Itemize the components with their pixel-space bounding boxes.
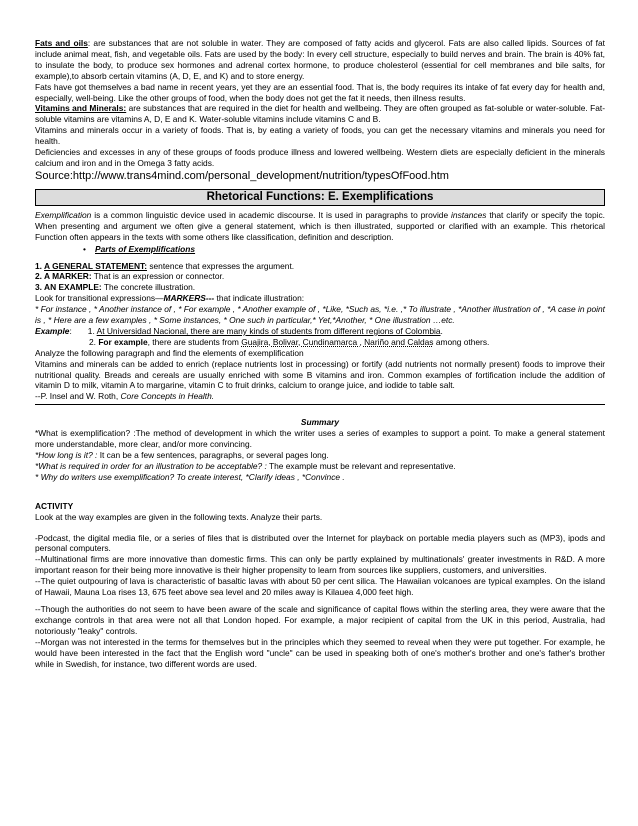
deficiencies-paragraph: Deficiencies and excesses in any of these groups of foods produce illness and lowered wellbeing. Western diets are especially deficient in the minerals calcium and iron and in the Omega 3 fatty acids. (35, 147, 605, 168)
example-one-text: At Universidad Nacional, there are many kinds of students from different regions of Colombia (96, 325, 441, 336)
summary-q2: *How long is it? : It can be a few sentences, paragraphs, or several pages long. (35, 450, 329, 460)
vitamins-occur-paragraph: Vitamins and minerals occur in a variety of foods. That is, by eating a variety of foods, you can get the necessary vitamins and minerals you need for health. (35, 125, 605, 147)
divider (35, 404, 605, 405)
markers-label: MARKERS--- (163, 293, 215, 304)
vitamins-term: Vitamins and Minerals: (35, 103, 127, 114)
fats-bad-name-paragraph: Fats have got themselves a bad name in recent years, yet they are an essential food. That is, the body requires its intake of fat every day for health and, especially, well-being. Like the other groups of food, when the body does not get the fat it needs, then illness results. (35, 81, 605, 103)
vitamins-paragraph (35, 103, 605, 125)
activity-multinational: --Multinational firms are more innovative than domestic firms. This can only be partly explained by multinationals' greater investments in R&D. A more important reason for their being more innovative is their higher propensity to learn from sources like suppliers, customers, and universities. (35, 554, 605, 576)
citation: --P. Insel and W. Roth, Core Concepts in Health. (35, 391, 215, 402)
parts-bullet (35, 244, 605, 255)
activity-lead: Look at the way examples are given in the following texts. Analyze their parts. (35, 511, 323, 522)
activity-lava: --The quiet outpouring of lava is characteristic of basaltic lavas with about 50 per cent silica. The Hawaiian volcanoes are typical examples. On the island of Hawaii, Mauna Loa rises 13, 675 feet above sea level and 20 miles away is Kilauea 4,000 feet high. (35, 576, 605, 598)
example-two-marker: For example (98, 336, 148, 347)
intro-term: Exemplification (35, 209, 92, 220)
document-page (35, 38, 605, 669)
intro-paragraph (35, 210, 605, 243)
activity-capital: --Though the authorities do not seem to have been aware of the scale and significance of capital flows within the sterling area, they were aware that the exchange controls in that area were not all that London hoped. For example, a major recipient of capital from the UK in this period, Australia, had notoriously "leaky" controls. (35, 603, 605, 636)
vitamins-text: are substances that are required in the diet for health and wellbeing. They are often grouped as fat-soluble or water-soluble. Fat-soluble vitamins are vitamins A, D, E and K. Water-soluble vitamins include vitamins C and B. (35, 103, 605, 125)
fats-paragraph (35, 38, 605, 82)
activity-title: ACTIVITY (35, 500, 74, 511)
activity-podcast: -Podcast, the digital media file, or a series of files that is distributed over the Internet for playback on portable media players such as (MP3), ipods and personal computers. (35, 532, 605, 554)
summary-q1: *What is exemplification? :The method of development in which the writer uses a series of examples to support a point. To make a general statement more understandable, more clear, and/or more convincing. (35, 428, 606, 450)
bullet-icon: • (83, 243, 86, 254)
summary-title: Summary (300, 417, 340, 428)
citation-title: Core Concepts in Health. (120, 391, 215, 402)
intro-instances: instances (451, 209, 487, 220)
intro-part2: that clarify or specify the topic. When presenting and argument we often give a general statement, which is then illustrated, supported or clarified with an example. This rhetorical Function often appears in the texts with some others like classification, definition and description. (35, 209, 605, 242)
markers-lead: Look for transitional expressions—MARKERS--- that indicate illustration: (35, 293, 305, 304)
part-label: A GENERAL STATEMENT: (44, 260, 147, 271)
part-marker: 2. A MARKER: That is an expression or connector. (35, 271, 225, 282)
example-two-places: Guajira, Bolivar, Cundinamarca , Nariño and Caldas (241, 336, 434, 347)
fats-text: : are substances that are not soluble in water. They are composed of fatty acids and glycerol. Fats are also called lipids. Sources of fat include animal meat, fish, and vegetable oils. Fats are used by the body: In every cell structure, especially to build nerves and brain. The brain is 40% fat, to insulate the body, to produce sex hormones and adrenal cortex hormone, to produce cholesterol (essential for cell membranes and bile salts, for example),to absorb certain vitamins (A, D, E, and K) and to store energy. (35, 38, 605, 81)
section-banner: Rhetorical Functions: E. Exemplifications (35, 189, 605, 206)
analyze-instruction: Analyze the following paragraph and find the elements of exemplification (35, 347, 304, 358)
example-two: 2. For example, there are students from Guajira, Bolivar, Cundinamarca , Nariño and Caldas among others. (89, 336, 490, 347)
summary-q3: *What is required in order for an illustration to be acceptable? : The example must be relevant and representative. (35, 460, 456, 471)
vitamins-analysis-paragraph: Vitamins and minerals can be added to enrich (replace nutrients lost in processing) or fortify (add nutrients not normally present) foods to improve their nutritional quality. Breads and cereals are usually enriched with some B vitamins and iron. Common examples of fortification include the addition of vitamin D to milk, vitamin A to margarine, vitamin C to fruit drinks, calcium to orange juice, and iodide to table salt. (35, 358, 605, 391)
parts-bullet-label: Parts of Exemplifications (95, 243, 196, 254)
example-label: Example (35, 325, 70, 336)
part-example: 3. AN EXAMPLE: The concrete illustration. (35, 282, 196, 293)
fats-term: Fats and oils (35, 38, 88, 48)
activity-morgan: --Morgan was not interested in the terms for themselves but in the principles which they seemed to reveal when they were put together. For example, he would have been interested in the fact that the English word "uncle" can be used in speaking both of one's mother's brother and one's father's brother while in Swedish, for instance, two different words are used. (35, 636, 605, 669)
part-label: A MARKER: (44, 271, 92, 282)
part-label: AN EXAMPLE: (44, 282, 102, 293)
part-general-statement: 1. A GENERAL STATEMENT: sentence that expresses the argument. (35, 260, 295, 271)
intro-part1: is a common linguistic device used in academic discourse. It is used in paragraphs to provide (91, 209, 452, 220)
summary-q4: * Why do writers use exemplification? To create interest, *Clarify ideas , *Convince . (35, 471, 345, 482)
markers-list: * For instance , * Another instance of , * For example , * Another example of , *Like, *Such as, *i.e. ,* To illustrate , *Another illustration of , *A case in point is , * Here are a few examples , * Some instances, * One such in particular,* Yet,*Another, * One illustration …etc. (35, 304, 605, 326)
source-line: Source:http://www.trans4mind.com/personal_development/nutrition/typesOfFood.htm (35, 169, 449, 182)
example-one: Example: 1. At Universidad Nacional, there are many kinds of students from different regions of Colombia. (35, 325, 443, 336)
